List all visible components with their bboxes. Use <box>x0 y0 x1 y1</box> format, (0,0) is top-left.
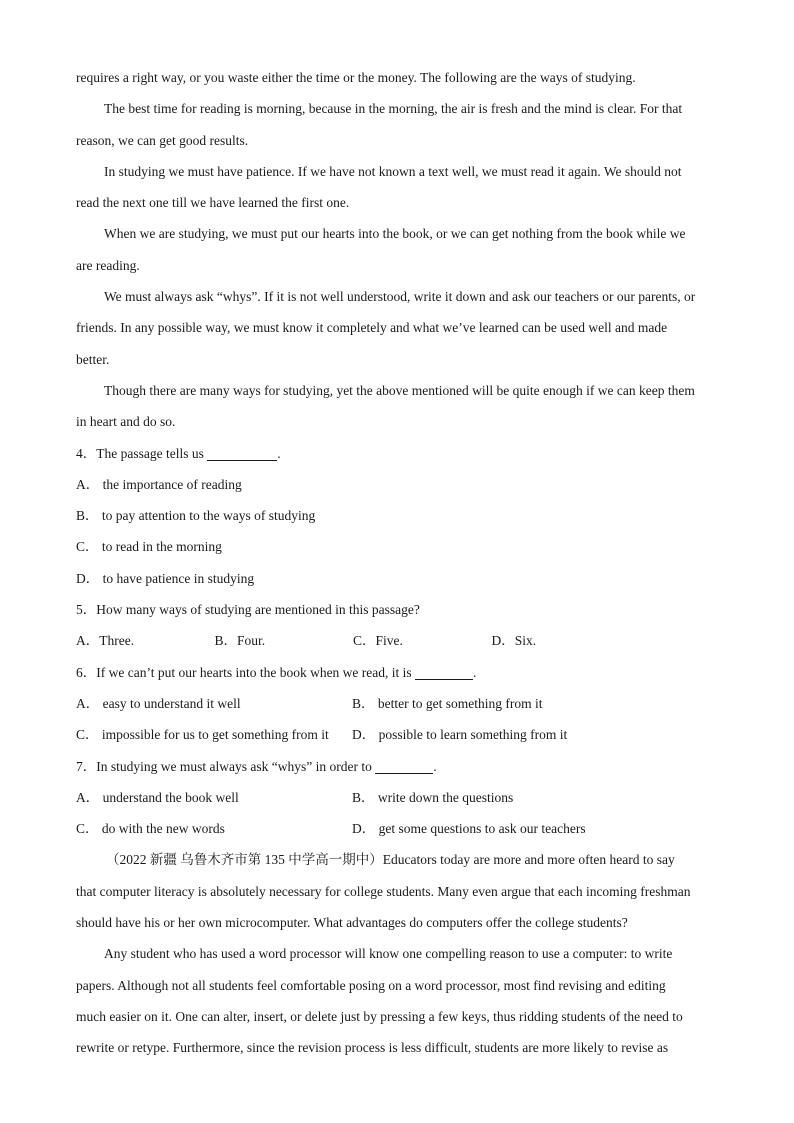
question-6-stem: 6．If we can’t put our hearts into the book when we read, it is . <box>76 664 477 680</box>
question-6-option-b: B． better to get something from it <box>352 695 543 711</box>
passage-line: are reading. <box>76 257 140 273</box>
question-7-options-row2 <box>76 813 720 844</box>
question-7-option-d: D． get some questions to ask our teachers <box>352 821 586 837</box>
question-5-option-d: D．Six. <box>491 633 537 649</box>
question-6-options-row2 <box>76 719 720 750</box>
passage-line: reason, we can get good results. <box>76 132 249 148</box>
passage-line: requires a right way, or you waste either the time or the money. The following are the ways of studying. <box>76 70 636 85</box>
question-4-option-c: C． to read in the morning <box>76 539 222 555</box>
question-5-stem: 5．How many ways of studying are mentioned in this passage? <box>76 602 420 618</box>
passage-line: The best time for reading is morning, because in the morning, the air is fresh and the mind is clear. For that <box>104 101 683 117</box>
passage2-line: that computer literacy is absolutely necessary for college students. Many even argue that each incoming freshman <box>76 883 691 899</box>
passage-line: in heart and do so. <box>76 414 176 430</box>
question-7-options-row1 <box>76 782 720 813</box>
passage-line: better. <box>76 351 110 367</box>
question-7-option-c: C． do with the new words <box>76 821 225 837</box>
question-6-option-d: D． possible to learn something from it <box>352 727 568 743</box>
question-7-stem: 7．In studying we must always ask “whys” in order to . <box>76 758 437 774</box>
question-4-option-a: A． the importance of reading <box>76 476 242 492</box>
passage-line: We must always ask “whys”. If it is not well understood, write it down and ask our teachers or our parents, or <box>104 289 696 305</box>
passage2-line: papers. Although not all students feel comfortable posing on a word processor, most find revising and editing <box>76 977 666 993</box>
answer-blank <box>375 758 433 774</box>
answer-blank <box>415 664 473 680</box>
question-4-option-b: B． to pay attention to the ways of studying <box>76 508 316 524</box>
document-content <box>76 62 720 1064</box>
passage-line: When we are studying, we must put our hearts into the book, or we can get nothing from the book while we <box>104 226 686 242</box>
question-4-stem: 4．The passage tells us . <box>76 445 281 461</box>
question-6-options-row1 <box>76 688 720 719</box>
question-7-option-a: A． understand the book well <box>76 789 239 805</box>
question-5-option-c: C．Five. <box>353 633 403 649</box>
passage2-line: should have his or her own microcomputer. What advantages do computers offer the college students? <box>76 915 628 931</box>
question-5-option-a: A．Three. <box>76 633 135 649</box>
answer-blank <box>207 445 277 461</box>
passage-line: friends. In any possible way, we must know it completely and what we’ve learned can be used well and made <box>76 320 668 336</box>
passage-line: In studying we must have patience. If we have not known a text well, we must read it again. We should not <box>104 163 682 179</box>
question-5-options <box>76 625 720 656</box>
passage-line: Though there are many ways for studying, yet the above mentioned will be quite enough if we can keep them <box>104 382 695 398</box>
passage2-source-line: （2022 新疆 乌鲁木齐市第 135 中学高一期中）Educators today are more and more often heard to say <box>106 852 675 868</box>
question-7-option-b: B． write down the questions <box>352 789 514 805</box>
question-6-option-a: A． easy to understand it well <box>76 695 241 711</box>
passage2-line: Any student who has used a word processor will know one compelling reason to use a computer: to write <box>104 946 673 962</box>
question-6-option-c: C． impossible for us to get something from it <box>76 727 329 743</box>
passage2-line: rewrite or retype. Furthermore, since the revision process is less difficult, students are more likely to revise as <box>76 1040 669 1056</box>
question-4-option-d: D． to have patience in studying <box>76 570 255 586</box>
passage-line: read the next one till we have learned the first one. <box>76 195 350 211</box>
question-5-option-b: B．Four. <box>214 633 266 649</box>
passage2-line: much easier on it. One can alter, insert, or delete just by pressing a few keys, thus ridding students of the need to <box>76 1008 683 1024</box>
